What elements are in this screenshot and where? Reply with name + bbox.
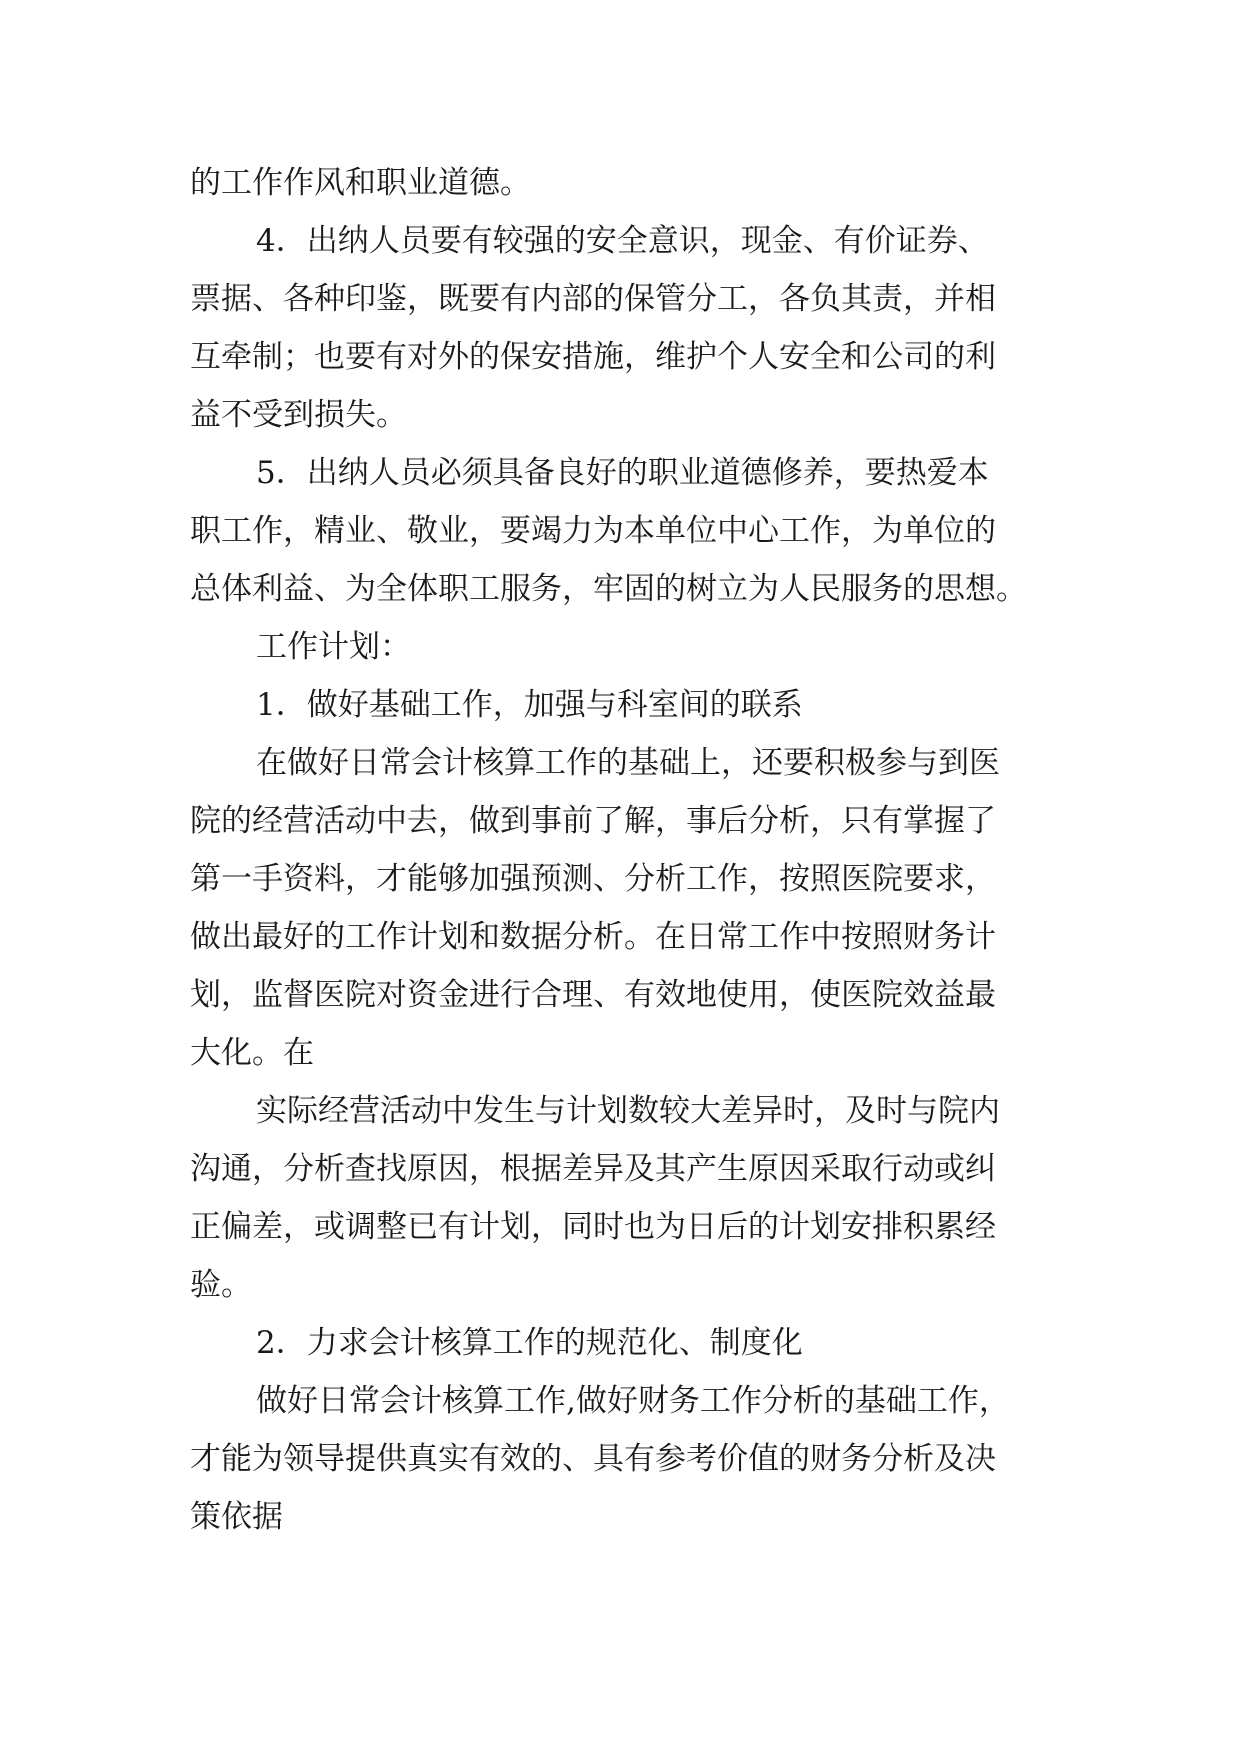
text-line: 大化。在 (190, 1035, 314, 1071)
text-line: 的工作作风和职业道德。 (190, 165, 531, 201)
text-line: 2．力求会计核算工作的规范化、制度化 (256, 1325, 803, 1361)
text-line: 第一手资料，才能够加强预测、分析工作，按照医院要求， (190, 861, 996, 897)
text-line: 互牵制；也要有对外的保安措施，维护个人安全和公司的利 (190, 339, 996, 375)
text-line: 做好日常会计核算工作,做好财务工作分析的基础工作， (256, 1383, 1010, 1419)
text-line: 验。 (190, 1267, 252, 1303)
text-line: 益不受到损失。 (190, 397, 407, 433)
text-line: 总体利益、为全体职工服务，牢固的树立为人民服务的思想。 (190, 571, 1027, 607)
text-line: 院的经营活动中去，做到事前了解，事后分析，只有掌握了 (190, 803, 996, 839)
text-line: 在做好日常会计核算工作的基础上，还要积极参与到医 (256, 745, 1000, 781)
text-line: 正偏差，或调整已有计划，同时也为日后的计划安排积累经 (190, 1209, 996, 1245)
text-line: 1．做好基础工作，加强与科室间的联系 (256, 687, 803, 723)
text-line: 才能为领导提供真实有效的、具有参考价值的财务分析及决 (190, 1441, 996, 1477)
text-line: 职工作，精业、敬业，要竭力为本单位中心工作，为单位的 (190, 513, 996, 549)
text-line: 4．出纳人员要有较强的安全意识，现金、有价证券、 (256, 223, 989, 259)
text-line: 划，监督医院对资金进行合理、有效地使用，使医院效益最 (190, 977, 996, 1013)
text-line: 5．出纳人员必须具备良好的职业道德修养，要热爱本 (256, 455, 989, 491)
text-line: 沟通，分析查找原因，根据差异及其产生原因采取行动或纠 (190, 1151, 996, 1187)
text-line: 实际经营活动中发生与计划数较大差异时，及时与院内 (256, 1093, 1000, 1129)
text-line: 工作计划： (256, 629, 411, 665)
text-line: 策依据 (190, 1499, 283, 1535)
text-line: 做出最好的工作计划和数据分析。在日常工作中按照财务计 (190, 919, 996, 955)
text-line: 票据、各种印鉴，既要有内部的保管分工，各负其责，并相 (190, 281, 996, 317)
